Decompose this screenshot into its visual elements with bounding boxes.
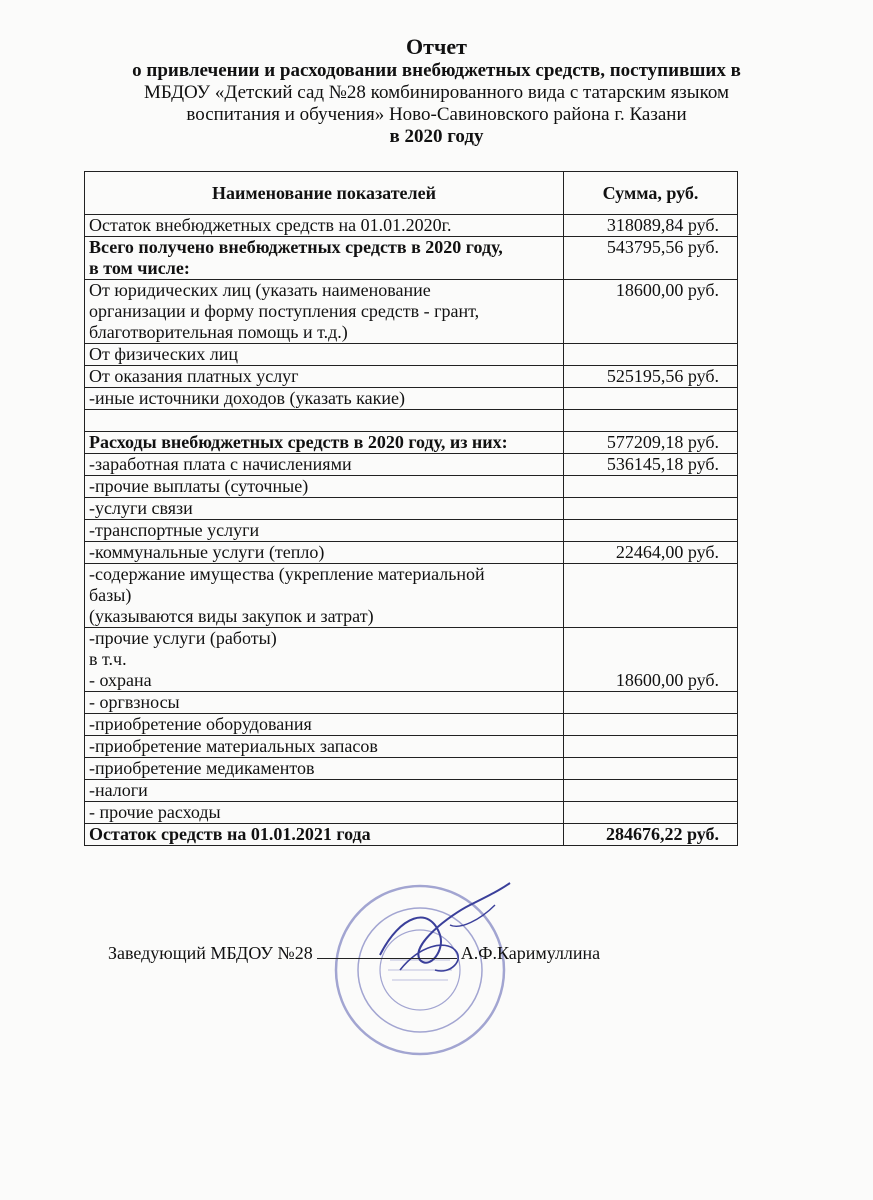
row-name: Расходы внебюджетных средств в 2020 году, из них: <box>85 432 564 454</box>
row-name: -прочие выплаты (суточные) <box>85 476 564 498</box>
row-sum: 318089,84 руб. <box>564 215 738 237</box>
row-sum: 577209,18 руб. <box>564 432 738 454</box>
table-row <box>85 280 738 344</box>
table-row <box>85 520 738 542</box>
table-row <box>85 714 738 736</box>
row-name: От юридических лиц (указать наименование организации и форму поступления средств - грант, благотворительная помощь и т.д.) <box>85 280 564 344</box>
table-header-row <box>85 172 738 215</box>
row-name <box>85 410 564 432</box>
row-sum: 18600,00 руб. <box>564 280 738 344</box>
table-row <box>85 564 738 628</box>
table-row <box>85 780 738 802</box>
row-sum <box>564 692 738 714</box>
report-year: в 2020 году <box>389 126 484 147</box>
row-name: -прочие услуги (работы) в т.ч. - охрана <box>85 628 564 692</box>
table-row <box>85 388 738 410</box>
report-subtitle-line2: МБДОУ «Детский сад №28 комбинированного вида с татарским языком <box>143 82 730 103</box>
column-header-sum: Сумма, руб. <box>564 172 738 215</box>
row-sum: 22464,00 руб. <box>564 542 738 564</box>
row-sum <box>564 714 738 736</box>
report-header <box>0 34 873 148</box>
table-row <box>85 802 738 824</box>
report-subtitle-line1: о привлечении и расходовании внебюджетных средств, поступивших в <box>132 60 741 81</box>
row-sum: 536145,18 руб. <box>564 454 738 476</box>
row-sum <box>564 736 738 758</box>
row-name: -иные источники доходов (указать какие) <box>85 388 564 410</box>
row-name: -приобретение оборудования <box>85 714 564 736</box>
signature-blank <box>317 940 457 959</box>
signatory-name: А.Ф.Каримуллина <box>460 943 601 963</box>
row-name: Всего получено внебюджетных средств в 2020 году, в том числе: <box>85 237 564 280</box>
row-sum <box>564 388 738 410</box>
row-sum <box>564 802 738 824</box>
signature-line <box>108 940 600 964</box>
row-sum: 525195,56 руб. <box>564 366 738 388</box>
row-name: -налоги <box>85 780 564 802</box>
table-row <box>85 237 738 280</box>
row-sum <box>564 410 738 432</box>
table-row <box>85 692 738 714</box>
row-name: От оказания платных услуг <box>85 366 564 388</box>
table-row <box>85 366 738 388</box>
row-name: - оргвзносы <box>85 692 564 714</box>
row-name: -приобретение медикаментов <box>85 758 564 780</box>
row-sum <box>564 520 738 542</box>
table-row-empty <box>85 410 738 432</box>
table-row <box>85 454 738 476</box>
row-sum <box>564 498 738 520</box>
table-row <box>85 628 738 692</box>
table-row-total <box>85 824 738 846</box>
table-row <box>85 498 738 520</box>
table-row <box>85 758 738 780</box>
row-name: От физических лиц <box>85 344 564 366</box>
handwritten-signature <box>360 875 520 985</box>
row-name: - прочие расходы <box>85 802 564 824</box>
table-row <box>85 215 738 237</box>
row-name: -содержание имущества (укрепление материальной базы) (указываются виды закупок и затрат) <box>85 564 564 628</box>
table-row <box>85 736 738 758</box>
row-name: -коммунальные услуги (тепло) <box>85 542 564 564</box>
report-title: Отчет <box>406 34 467 59</box>
row-name: Остаток внебюджетных средств на 01.01.2020г. <box>85 215 564 237</box>
table-row <box>85 476 738 498</box>
row-sum: 18600,00 руб. <box>564 628 738 692</box>
row-sum: 543795,56 руб. <box>564 237 738 280</box>
row-sum <box>564 564 738 628</box>
report-subtitle-line3: воспитания и обучения» Ново-Савиновского района г. Казани <box>186 104 687 125</box>
row-sum <box>564 476 738 498</box>
table-row <box>85 344 738 366</box>
row-sum <box>564 780 738 802</box>
row-sum: 284676,22 руб. <box>564 824 738 846</box>
table-row <box>85 542 738 564</box>
row-sum <box>564 344 738 366</box>
column-header-name: Наименование показателей <box>85 172 564 215</box>
row-name: -транспортные услуги <box>85 520 564 542</box>
table-row <box>85 432 738 454</box>
row-name: -заработная плата с начислениями <box>85 454 564 476</box>
report-table <box>84 171 738 846</box>
row-name: Остаток средств на 01.01.2021 года <box>85 824 564 846</box>
row-sum <box>564 758 738 780</box>
row-name: -услуги связи <box>85 498 564 520</box>
row-name: -приобретение материальных запасов <box>85 736 564 758</box>
signatory-position: Заведующий МБДОУ №28 <box>108 943 313 963</box>
